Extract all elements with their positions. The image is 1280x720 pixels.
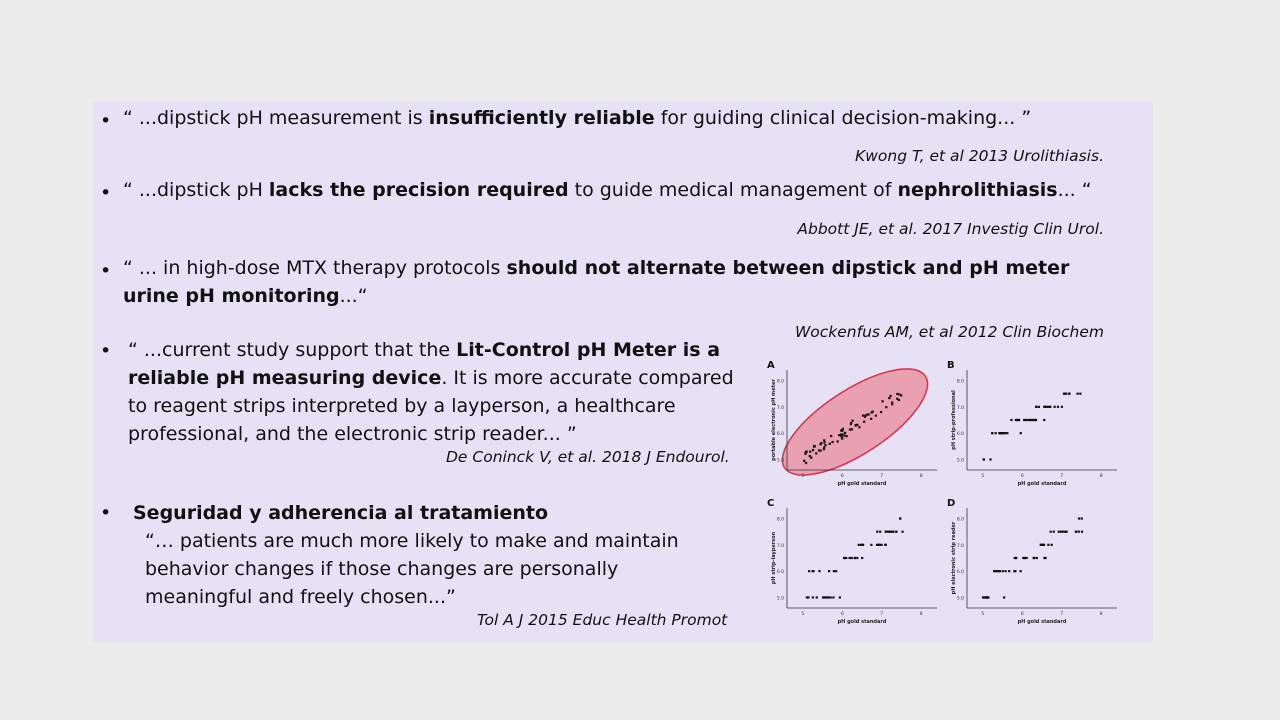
- data-point: [1023, 419, 1025, 421]
- data-point: [876, 531, 878, 533]
- y-axis-label: pH strip-layperson: [771, 531, 777, 585]
- data-point: [855, 424, 857, 426]
- data-point: [862, 414, 864, 416]
- data-point: [831, 441, 833, 443]
- data-point: [805, 462, 807, 464]
- data-point: [823, 439, 825, 441]
- quote-text: “ ...dipstick pH measurement is: [123, 107, 429, 129]
- data-point: [881, 400, 883, 402]
- data-point: [843, 557, 845, 559]
- data-point: [1078, 531, 1080, 533]
- x-tick-label: 6: [840, 474, 844, 479]
- data-point: [1020, 432, 1022, 434]
- data-point: [1075, 531, 1077, 533]
- data-point: [812, 596, 814, 598]
- quote-text: “… patients are much more likely to make and maintain: [145, 530, 679, 552]
- data-point: [835, 570, 837, 572]
- data-point: [828, 570, 830, 572]
- data-point: [832, 596, 834, 598]
- data-point: [815, 452, 817, 454]
- quote-heading: Seguridad y adherencia al tratamiento: [133, 502, 549, 524]
- x-tick-label: 8: [919, 474, 923, 479]
- quote-4: [128, 336, 734, 448]
- data-point: [844, 432, 846, 434]
- data-point: [851, 420, 853, 422]
- panel-letter: D: [947, 498, 956, 509]
- data-point: [850, 422, 852, 424]
- panel-c: [767, 498, 937, 625]
- x-tick-label: 7: [880, 612, 884, 617]
- data-point: [1065, 531, 1067, 533]
- x-tick-label: 6: [1020, 474, 1024, 479]
- data-point: [858, 426, 860, 428]
- data-point: [1015, 557, 1017, 559]
- data-point: [1004, 432, 1006, 434]
- citation-4: De Coninck V, et al. 2018 J Endourol.: [446, 448, 730, 466]
- data-point: [808, 570, 810, 572]
- data-point: [849, 428, 851, 430]
- data-point: [833, 570, 835, 572]
- quote-2: [123, 176, 1092, 204]
- quote-text: meaningful and freely chosen...”: [145, 586, 456, 608]
- data-point: [891, 401, 893, 403]
- data-point: [1035, 406, 1037, 408]
- quote-text: ... “: [1057, 179, 1092, 201]
- quote-bold: insufficiently reliable: [428, 107, 655, 129]
- data-point: [804, 453, 806, 455]
- data-point: [1063, 393, 1065, 395]
- y-tick-label: 7.0: [956, 543, 964, 549]
- quote-bold: lacks the precision required: [268, 179, 569, 201]
- y-tick-label: 7.0: [956, 405, 964, 411]
- data-point: [1076, 393, 1078, 395]
- x-tick-label: 5: [981, 474, 985, 479]
- quote-text: . It is more accurate compared: [441, 367, 734, 389]
- data-point: [856, 557, 858, 559]
- data-point: [889, 395, 891, 397]
- quote-text: to guide medical management of: [568, 179, 898, 201]
- data-point: [1081, 531, 1083, 533]
- data-point: [1054, 406, 1056, 408]
- highlight-ellipse: [767, 360, 943, 495]
- citation-2: Abbott JE, et al. 2017 Investig Clin Urol.: [797, 220, 1104, 238]
- data-point: [871, 411, 873, 413]
- data-point: [996, 570, 998, 572]
- data-point: [1008, 570, 1010, 572]
- y-tick-label: 7.0: [776, 543, 784, 549]
- y-tick-label: 7.0: [776, 405, 784, 411]
- quote-text: ...“: [339, 285, 368, 307]
- y-tick-label: 6.0: [956, 432, 964, 438]
- x-axis-label: pH gold standard: [1017, 481, 1067, 487]
- y-tick-label: 5.0: [956, 596, 964, 602]
- y-tick-label: 6.0: [956, 570, 964, 576]
- data-point: [989, 458, 991, 460]
- data-point: [1015, 419, 1017, 421]
- data-point: [1029, 419, 1031, 421]
- data-point: [830, 435, 832, 437]
- x-tick-label: 8: [919, 612, 923, 617]
- data-point: [1018, 419, 1020, 421]
- y-tick-label: 5.0: [776, 596, 784, 602]
- x-tick-label: 8: [1099, 612, 1103, 617]
- data-point: [1043, 406, 1045, 408]
- y-tick-label: 6.0: [776, 432, 784, 438]
- data-point: [838, 434, 840, 436]
- panel-letter: A: [767, 360, 775, 371]
- data-point: [830, 596, 832, 598]
- data-point: [861, 557, 863, 559]
- y-tick-label: 8.0: [776, 379, 784, 385]
- data-point: [995, 432, 997, 434]
- data-point: [1057, 406, 1059, 408]
- data-point: [841, 437, 843, 439]
- data-point: [1043, 557, 1045, 559]
- data-point: [854, 557, 856, 559]
- data-point: [837, 440, 839, 442]
- data-point: [811, 570, 813, 572]
- data-point: [1003, 596, 1005, 598]
- data-point: [1050, 531, 1052, 533]
- quote-text: for guiding clinical decision-making... ”: [654, 107, 1032, 129]
- data-point: [892, 531, 894, 533]
- data-point: [823, 446, 825, 448]
- data-point: [813, 445, 815, 447]
- data-point: [841, 430, 843, 432]
- data-point: [1038, 406, 1040, 408]
- data-point: [987, 596, 989, 598]
- data-point: [827, 596, 829, 598]
- y-axis-label: portable electronic pH meter: [771, 379, 777, 461]
- data-point: [805, 451, 807, 453]
- quote-bold: urine pH monitoring: [123, 285, 340, 307]
- data-point: [842, 428, 844, 430]
- data-point: [803, 460, 805, 462]
- panel-letter: C: [767, 498, 775, 509]
- data-point: [1049, 406, 1051, 408]
- data-point: [901, 531, 903, 533]
- data-point: [885, 406, 887, 408]
- slide: [93, 102, 1153, 642]
- data-point: [899, 517, 901, 519]
- citation-5: Tol A J 2015 Educ Health Promot: [477, 611, 728, 629]
- data-point: [858, 544, 860, 546]
- data-point: [1043, 419, 1045, 421]
- data-point: [840, 435, 842, 437]
- quote-3: [123, 254, 1069, 310]
- data-point: [839, 596, 841, 598]
- data-point: [1058, 531, 1060, 533]
- data-point: [864, 414, 866, 416]
- data-point: [1062, 531, 1064, 533]
- data-point: [1033, 557, 1035, 559]
- data-point: [809, 451, 811, 453]
- bullet: •: [100, 340, 112, 362]
- y-tick-label: 5.0: [776, 458, 784, 464]
- data-point: [823, 596, 825, 598]
- data-point: [982, 596, 984, 598]
- data-point: [879, 531, 881, 533]
- x-tick-label: 5: [981, 612, 985, 617]
- heading-adherencia: [133, 499, 548, 527]
- data-point: [818, 570, 820, 572]
- y-tick-label: 5.0: [956, 458, 964, 464]
- quote-bold: should not alternate between dipstick and pH meter: [506, 257, 1070, 279]
- panel-b: [947, 360, 1117, 487]
- bullet: •: [100, 110, 112, 132]
- data-point: [888, 397, 890, 399]
- panel-d: [947, 498, 1117, 625]
- data-point: [999, 432, 1001, 434]
- data-point: [875, 415, 877, 417]
- data-point: [860, 544, 862, 546]
- data-point: [868, 413, 870, 415]
- quote-text: “ ...current study support that the: [128, 339, 457, 361]
- quote-text: “ ... in high-dose MTX therapy protocols: [123, 257, 507, 279]
- data-point: [1079, 393, 1081, 395]
- quote-text: behavior changes if those changes are personally: [145, 558, 619, 580]
- data-point: [1068, 393, 1070, 395]
- citation-3: Wockenfus AM, et al 2012 Clin Biochem: [794, 323, 1104, 341]
- data-point: [843, 434, 845, 436]
- data-point: [870, 418, 872, 420]
- data-point: [824, 444, 826, 446]
- data-point: [898, 393, 900, 395]
- x-tick-label: 8: [1099, 474, 1103, 479]
- data-point: [1051, 544, 1053, 546]
- data-point: [991, 432, 993, 434]
- data-point: [880, 544, 882, 546]
- data-point: [1013, 570, 1015, 572]
- data-point: [1034, 419, 1036, 421]
- x-tick-label: 7: [1060, 474, 1064, 479]
- quote-text: to reagent strips interpreted by a layperson, a healthcare: [128, 395, 676, 417]
- data-point: [1026, 419, 1028, 421]
- data-point: [846, 435, 848, 437]
- panel-a: [767, 360, 943, 495]
- x-tick-label: 5: [801, 612, 805, 617]
- y-axis-label: pH electronic strip reader: [951, 521, 957, 595]
- data-point: [896, 393, 898, 395]
- quote-5: [145, 527, 679, 611]
- data-point: [1026, 557, 1028, 559]
- data-point: [983, 458, 985, 460]
- data-point: [851, 557, 853, 559]
- data-point: [1081, 517, 1083, 519]
- data-point: [890, 531, 892, 533]
- quote-text: “ ...dipstick pH: [123, 179, 269, 201]
- data-point: [819, 443, 821, 445]
- data-point: [823, 441, 825, 443]
- data-point: [870, 544, 872, 546]
- data-point: [985, 596, 987, 598]
- data-point: [863, 421, 865, 423]
- y-tick-label: 8.0: [956, 517, 964, 523]
- data-point: [1060, 531, 1062, 533]
- quote-1: [123, 104, 1031, 132]
- x-axis-label: pH gold standard: [837, 619, 887, 625]
- data-point: [810, 457, 812, 459]
- x-tick-label: 7: [1060, 612, 1064, 617]
- data-point: [1078, 517, 1080, 519]
- panel-letter: B: [947, 360, 955, 371]
- y-tick-label: 6.0: [776, 570, 784, 576]
- data-point: [1036, 557, 1038, 559]
- data-point: [1042, 544, 1044, 546]
- citation-1: Kwong T, et al 2013 Urolithiasis.: [855, 147, 1104, 165]
- x-tick-label: 5: [801, 474, 805, 479]
- data-point: [848, 557, 850, 559]
- x-axis-label: pH gold standard: [837, 481, 887, 487]
- data-point: [877, 544, 879, 546]
- quote-text: professional, and the electronic strip reader... ”: [128, 423, 577, 445]
- data-point: [1040, 544, 1042, 546]
- x-tick-label: 6: [840, 612, 844, 617]
- data-point: [819, 450, 821, 452]
- data-point: [1005, 570, 1007, 572]
- y-tick-label: 8.0: [776, 517, 784, 523]
- data-point: [1032, 419, 1034, 421]
- data-point: [1006, 432, 1008, 434]
- x-axis-label: pH gold standard: [1017, 619, 1067, 625]
- data-point: [885, 544, 887, 546]
- y-tick-label: 8.0: [956, 379, 964, 385]
- data-point: [1002, 570, 1004, 572]
- data-point: [895, 531, 897, 533]
- data-point: [1053, 531, 1055, 533]
- data-point: [898, 399, 900, 401]
- data-point: [1061, 406, 1063, 408]
- scatter-figure: [765, 360, 1137, 642]
- bullet: •: [100, 502, 112, 524]
- data-point: [1010, 419, 1012, 421]
- quote-bold: nephrolithiasis: [897, 179, 1058, 201]
- data-point: [1024, 557, 1026, 559]
- data-point: [862, 544, 864, 546]
- data-point: [880, 411, 882, 413]
- quote-bold: Lit-Control pH Meter is a: [456, 339, 721, 361]
- quote-bold: reliable pH measuring device: [128, 367, 442, 389]
- data-point: [829, 443, 831, 445]
- data-point: [816, 596, 818, 598]
- data-point: [1020, 570, 1022, 572]
- data-point: [888, 531, 890, 533]
- data-point: [998, 570, 1000, 572]
- data-point: [1047, 544, 1049, 546]
- x-tick-label: 6: [1020, 612, 1024, 617]
- y-axis-label: pH strip-professional: [951, 390, 957, 450]
- data-point: [812, 449, 814, 451]
- data-point: [885, 531, 887, 533]
- bullet: •: [100, 182, 112, 204]
- data-point: [807, 596, 809, 598]
- bullet: •: [100, 260, 112, 282]
- x-tick-label: 7: [880, 474, 884, 479]
